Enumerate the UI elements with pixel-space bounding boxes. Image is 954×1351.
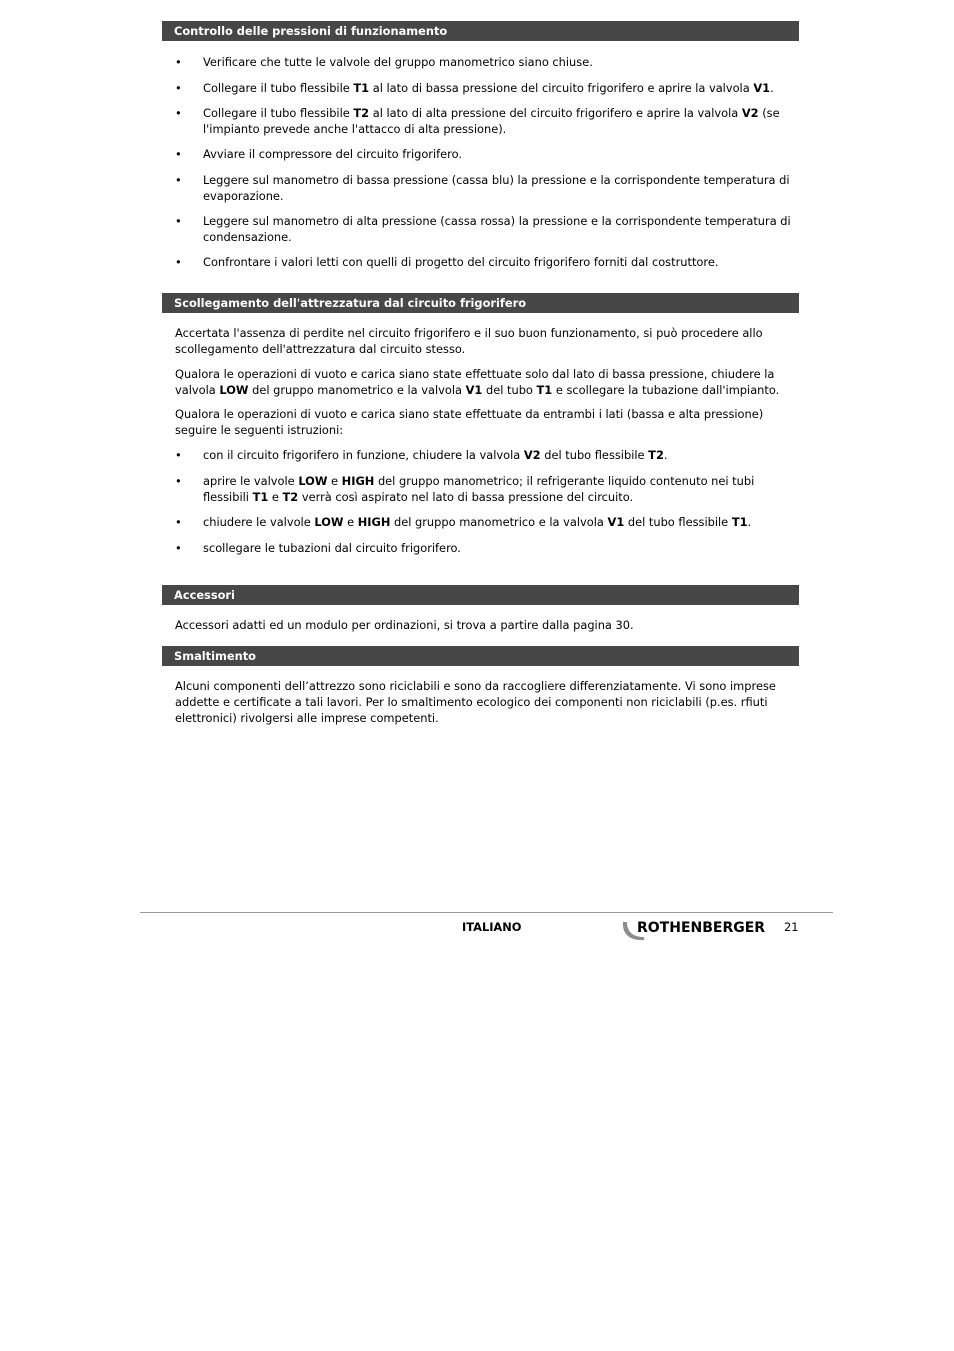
bullet-glyph: • <box>175 448 182 462</box>
bold-term: T2 <box>353 106 370 120</box>
section-header-controllo: Controllo delle pressioni di funzionamento <box>162 21 799 41</box>
bullet-glyph: • <box>175 515 182 529</box>
list-item-text: Confrontare i valori letti con quelli di progetto del circuito frigorifero forniti dal costruttore. <box>203 255 719 269</box>
bullet-glyph: • <box>175 106 182 120</box>
list-item-text: Collegare il tubo flessibile T2 al lato di alta pressione del circuito frigorifero e aprire la valvola V2 (se l'impianto prevede anche l'attacco di alta pressione). <box>203 106 780 136</box>
bullet-glyph: • <box>175 214 182 228</box>
list-item-text: Avviare il compressore del circuito frigorifero. <box>203 147 462 161</box>
bold-term: T1 <box>536 383 553 397</box>
brand-name: ROTHENBERGER <box>637 920 766 936</box>
bold-term: V1 <box>607 515 625 529</box>
bold-term: LOW <box>314 515 344 529</box>
bold-term: T2 <box>282 490 299 504</box>
bold-term: HIGH <box>341 474 375 488</box>
paragraph: Alcuni componenti dell’attrezzo sono riciclabili e sono da raccogliere differenziatamente. Vi sono imprese addette e certificate a tali lavori. Per lo smaltimento ecologico dei componenti non riciclabili (p.es. rfiuti elettronici) rivolgersi alle imprese competenti. <box>175 679 776 725</box>
bold-term: T1 <box>731 515 748 529</box>
bullet-glyph: • <box>175 474 182 488</box>
bullet-glyph: • <box>175 173 182 187</box>
list-item-text: aprire le valvole LOW e HIGH del gruppo manometrico; il refrigerante liquido contenuto nei tubi flessibili T1 e T2 verrà così aspirato nel lato di bassa pressione del circuito. <box>203 474 755 504</box>
paragraph: Qualora le operazioni di vuoto e carica siano state effettuate da entrambi i lati (bassa e alta pressione) seguire le seguenti istruzioni: <box>175 407 764 437</box>
section-header-smaltimento: Smaltimento <box>162 646 799 666</box>
brand-logo <box>620 918 770 942</box>
list-item-text: Verificare che tutte le valvole del gruppo manometrico siano chiuse. <box>203 55 593 69</box>
section-header-scollegamento: Scollegamento dell'attrezzatura dal circuito frigorifero <box>162 293 799 313</box>
bullet-glyph: • <box>175 55 182 69</box>
bold-term: LOW <box>219 383 249 397</box>
bold-term: V2 <box>741 106 759 120</box>
bold-term: V1 <box>753 81 771 95</box>
bold-term: V2 <box>523 448 541 462</box>
page-number: 21 <box>784 920 799 934</box>
bold-term: HIGH <box>357 515 391 529</box>
bullet-glyph: • <box>175 147 182 161</box>
list-item-text: chiudere le valvole LOW e HIGH del gruppo manometrico e la valvola V1 del tubo flessibile T1. <box>203 515 752 529</box>
bullet-glyph: • <box>175 541 182 555</box>
footer-divider <box>140 912 833 913</box>
bold-term: T2 <box>648 448 664 462</box>
section-header-accessori: Accessori <box>162 585 799 605</box>
bold-term: T1 <box>353 81 370 95</box>
list-item-text: scollegare le tubazioni dal circuito frigorifero. <box>203 541 461 555</box>
bold-term: V1 <box>465 383 483 397</box>
list-item-text: con il circuito frigorifero in funzione, chiudere la valvola V2 del tubo flessibile T2. <box>203 448 668 462</box>
bullet-glyph: • <box>175 81 182 95</box>
bold-term: LOW <box>298 474 328 488</box>
bold-term: T1 <box>252 490 269 504</box>
footer-language: ITALIANO <box>462 920 522 934</box>
bullet-glyph: • <box>175 255 182 269</box>
paragraph: Accessori adatti ed un modulo per ordinazioni, si trova a partire dalla pagina 30. <box>175 618 634 632</box>
paragraph: Qualora le operazioni di vuoto e carica siano state effettuate solo dal lato di bassa pressione, chiudere la valvola LOW del gruppo manometrico e la valvola V1 del tubo T1 e scollegare la tubazione dall'impianto. <box>175 367 780 397</box>
paragraph: Accertata l'assenza di perdite nel circuito frigorifero e il suo buon funzionamento, si può procedere allo scollegamento dell'attrezzatura dal circuito stesso. <box>175 326 763 356</box>
list-item-text: Leggere sul manometro di bassa pressione (cassa blu) la pressione e la corrispondente temperatura di evaporazione. <box>203 173 790 203</box>
list-item-text: Collegare il tubo flessibile T1 al lato di bassa pressione del circuito frigorifero e aprire la valvola V1. <box>203 81 774 95</box>
list-item-text: Leggere sul manometro di alta pressione (cassa rossa) la pressione e la corrispondente temperatura di condensazione. <box>203 214 791 244</box>
